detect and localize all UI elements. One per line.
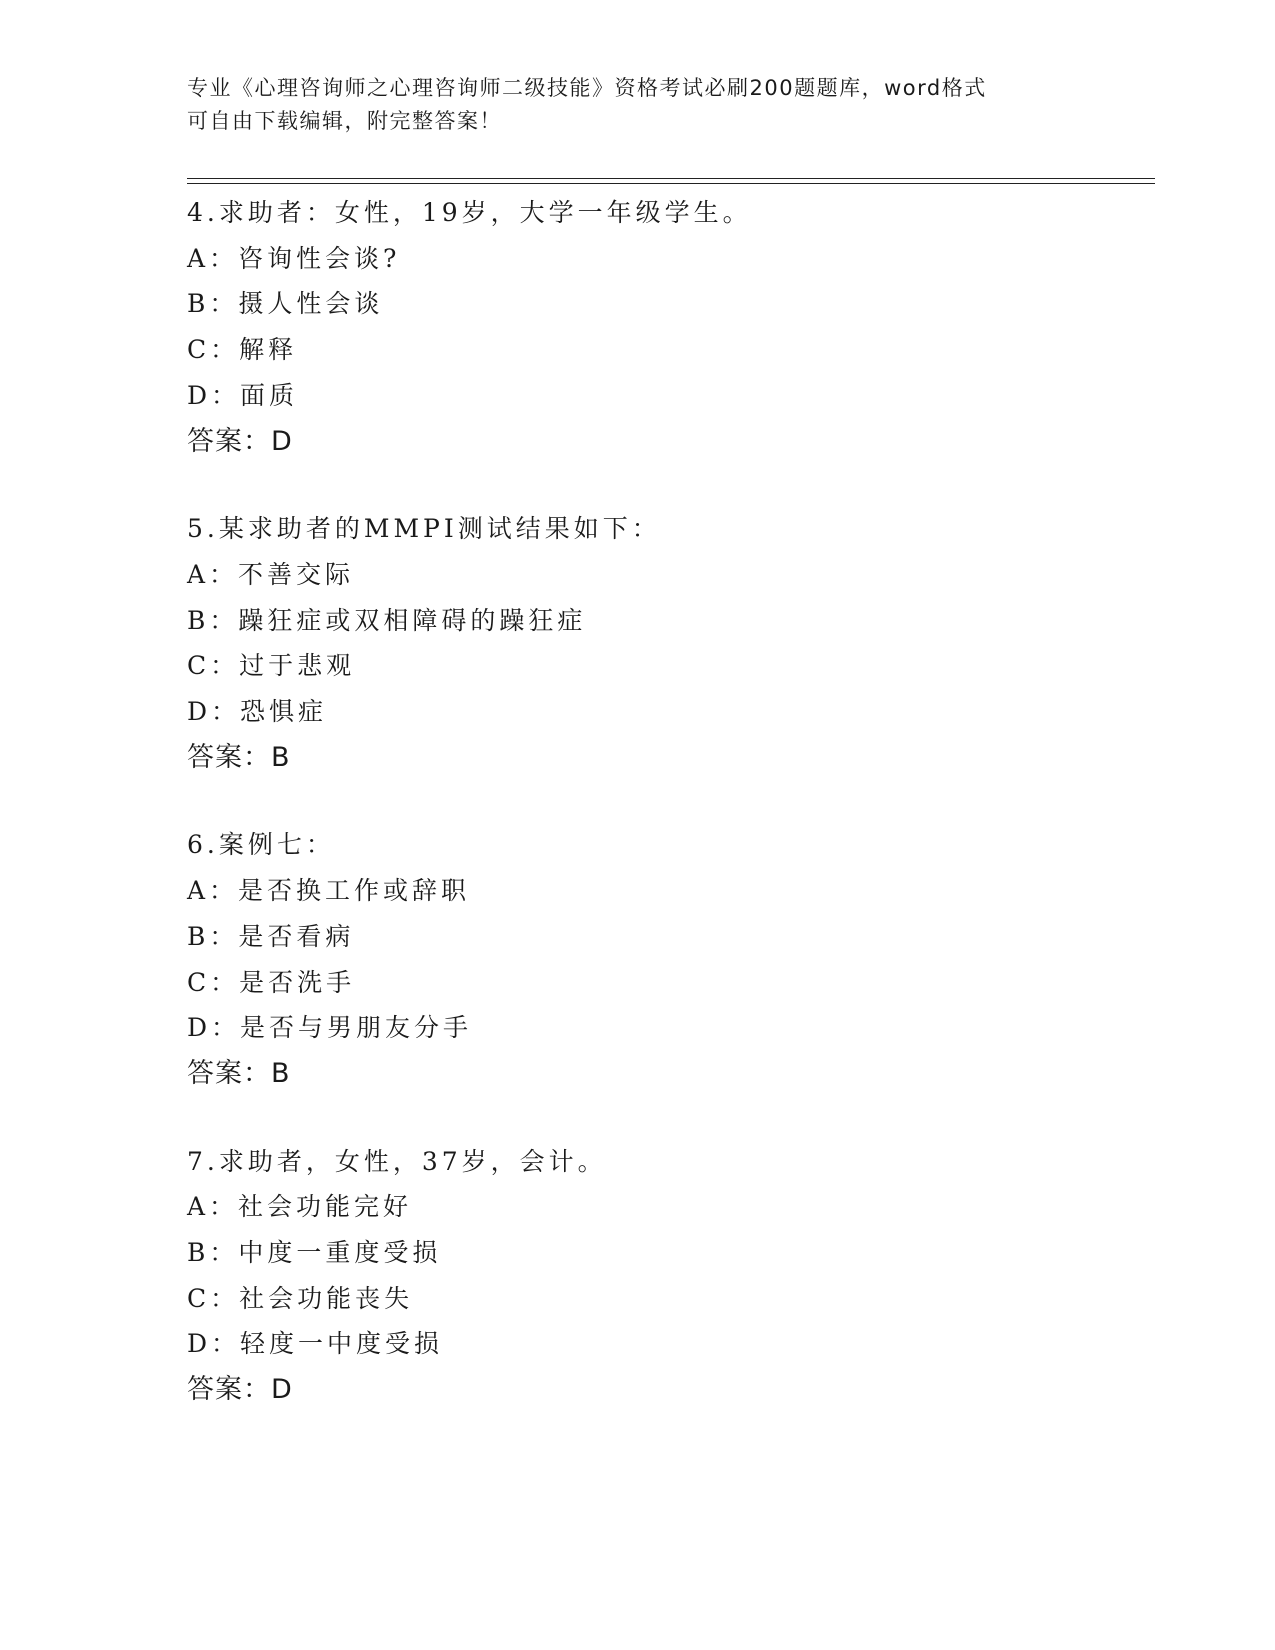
question-7 bbox=[187, 1139, 1147, 1413]
option-d: D：是否与男朋友分手 bbox=[187, 1013, 473, 1043]
header-line-2: 可自由下载编辑，附完整答案！ bbox=[187, 109, 502, 133]
question-stem: 7.求助者，女性，37岁，会计。 bbox=[187, 1146, 607, 1176]
option-c: C：解释 bbox=[187, 335, 298, 365]
question-stem: 4.求助者：女性，19岁，大学一年级学生。 bbox=[187, 198, 752, 227]
option-c: C：是否洗手 bbox=[187, 967, 356, 997]
option-a: A：社会功能完好 bbox=[187, 1192, 413, 1222]
document-header bbox=[187, 72, 1067, 138]
option-b: B：是否看病 bbox=[187, 921, 355, 951]
header-divider-bottom bbox=[187, 183, 1155, 184]
question-6 bbox=[187, 822, 1147, 1096]
option-a: A：不善交际 bbox=[187, 559, 355, 589]
option-b: B：中度一重度受损 bbox=[187, 1238, 442, 1268]
option-c: C：过于悲观 bbox=[187, 651, 356, 681]
question-answer: 答案：B bbox=[187, 1057, 291, 1089]
header-line-1: 专业《心理咨询师之心理咨询师二级技能》资格考试必刷200题题库，word格式 bbox=[187, 76, 987, 100]
option-a: A：咨询性会谈? bbox=[187, 243, 401, 273]
option-d: D：恐惧症 bbox=[187, 697, 328, 727]
option-a: A：是否换工作或辞职 bbox=[187, 876, 471, 906]
question-5 bbox=[187, 506, 1147, 780]
option-d: D：轻度一中度受损 bbox=[187, 1329, 444, 1359]
question-answer: 答案：D bbox=[187, 1374, 293, 1406]
question-answer: 答案：D bbox=[187, 425, 293, 457]
question-4 bbox=[187, 190, 1147, 464]
header-divider-top bbox=[187, 178, 1155, 179]
question-stem: 6.案例七： bbox=[187, 830, 335, 860]
option-b: B：躁狂症或双相障碍的躁狂症 bbox=[187, 605, 587, 635]
option-c: C：社会功能丧失 bbox=[187, 1283, 414, 1313]
option-b: B：摄人性会谈 bbox=[187, 289, 384, 319]
question-stem: 5.某求助者的MMPI测试结果如下： bbox=[187, 514, 661, 544]
question-list bbox=[187, 190, 1147, 1455]
question-answer: 答案：B bbox=[187, 741, 291, 773]
option-d: D：面质 bbox=[187, 380, 299, 410]
